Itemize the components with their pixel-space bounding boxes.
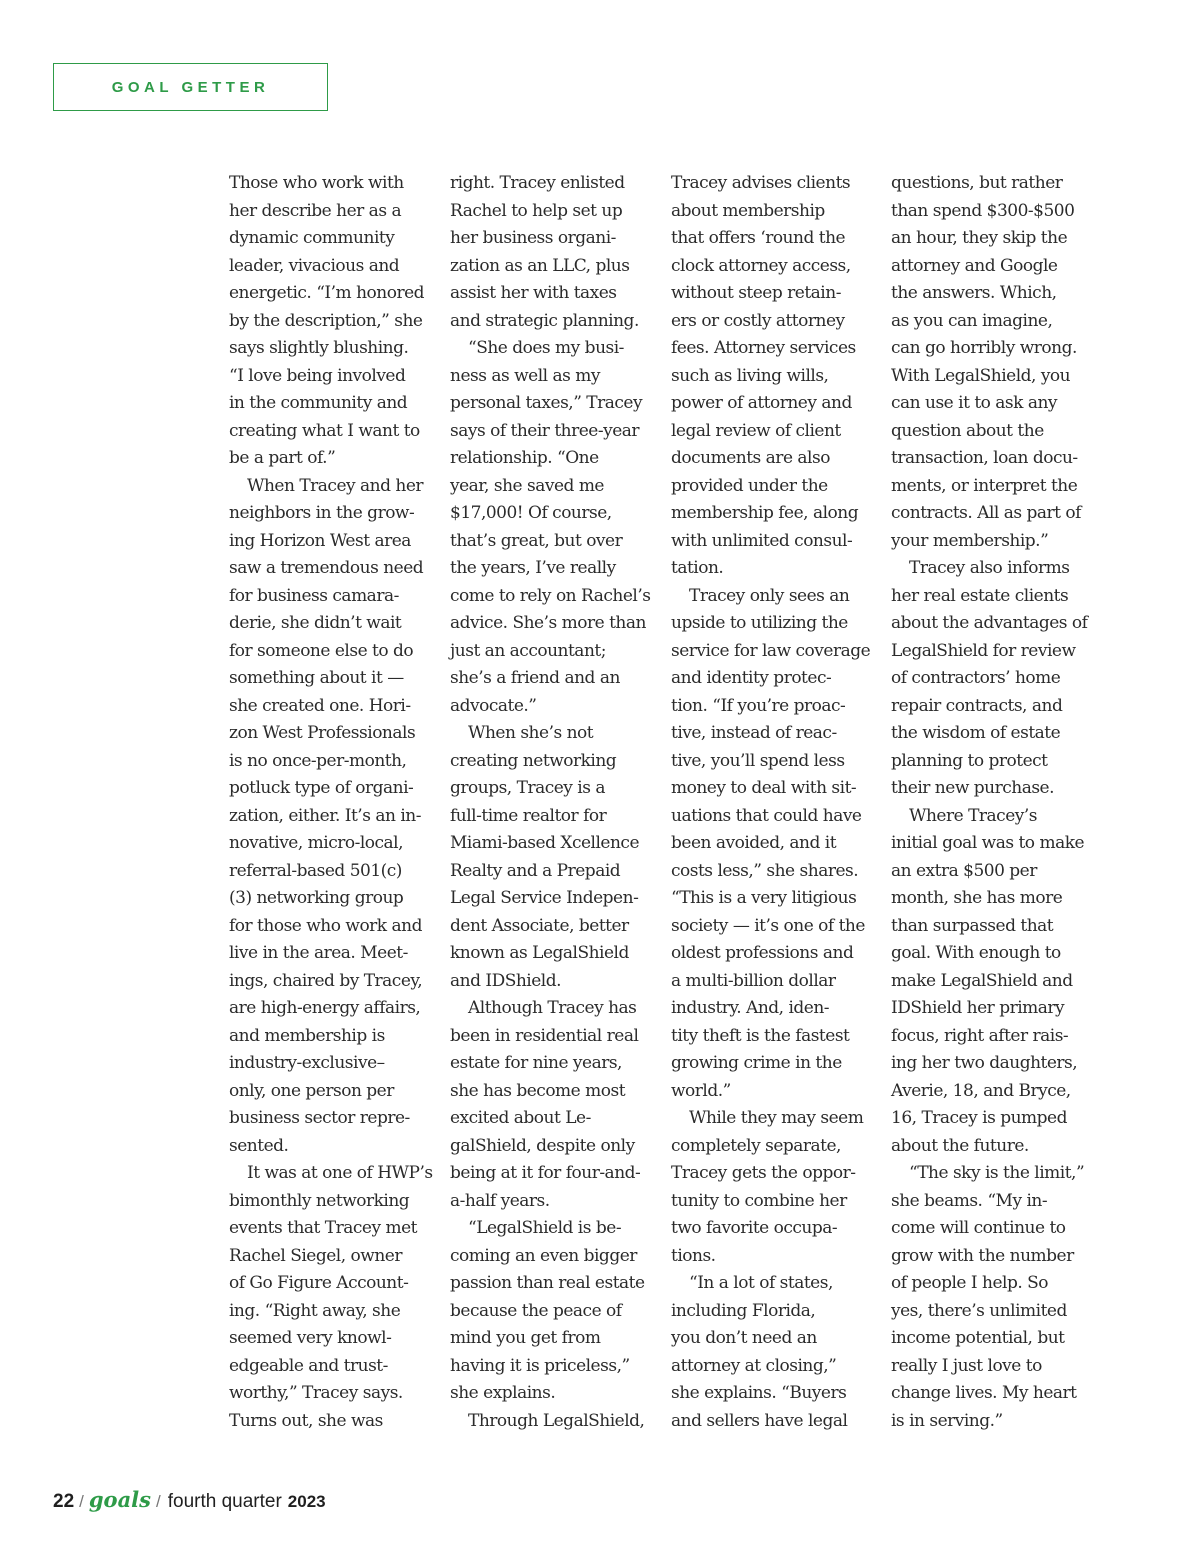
section-tag-label: GOAL GETTER <box>111 78 270 96</box>
text-line: creating what I want to <box>229 420 420 441</box>
text-line: When she’s not <box>468 723 594 743</box>
text-line: can use it to ask any <box>891 393 1058 413</box>
text-line: coming an even bigger <box>450 1245 637 1266</box>
text-line: costs less,” she shares. <box>671 860 859 881</box>
text-line: society — it’s one of the <box>671 915 865 936</box>
text-line: for those who work and <box>229 915 422 936</box>
text-line: a-half years. <box>450 1190 550 1211</box>
text-line: LegalShield for review <box>891 640 1076 661</box>
text-line: of Go Figure Account- <box>229 1273 409 1293</box>
section-tag <box>53 63 328 111</box>
text-line: Turns out, she was <box>229 1410 383 1431</box>
text-line: zon West Professionals <box>229 723 416 743</box>
text-line: clock attorney access, <box>671 255 851 276</box>
text-line: Rachel to help set up <box>450 200 623 221</box>
text-line: because the peace of <box>450 1300 622 1321</box>
text-line: “She does my busi- <box>468 338 624 358</box>
text-line: change lives. My heart <box>891 1383 1077 1403</box>
text-line: says of their three-year <box>450 420 640 441</box>
text-line: can go horribly wrong. <box>891 338 1077 358</box>
text-line: planning to protect <box>891 750 1048 771</box>
text-line: membership fee, along <box>671 503 859 523</box>
text-line: relationship. “One <box>450 448 599 468</box>
text-line: mind you get from <box>450 1328 601 1348</box>
text-line: ing Horizon West area <box>229 530 411 551</box>
text-line: says slightly blushing. <box>229 338 409 358</box>
text-line: ness as well as my <box>450 365 601 386</box>
text-line: transaction, loan docu- <box>891 448 1078 468</box>
text-line: of contractors’ home <box>891 668 1061 688</box>
text-line: she’s a friend and an <box>450 668 620 688</box>
text-line: the wisdom of estate <box>891 723 1061 743</box>
text-line: initial goal was to make <box>891 833 1085 853</box>
text-line: power of attorney and <box>671 393 852 413</box>
text-line: her real estate clients <box>891 585 1069 606</box>
text-line: potluck type of organi- <box>229 778 414 798</box>
text-line: Realty and a Prepaid <box>450 860 621 881</box>
text-line: tity theft is the fastest <box>671 1025 850 1046</box>
text-line: upside to utilizing the <box>671 613 848 633</box>
issue-year: 2023 <box>287 1492 326 1511</box>
text-line: “LegalShield is be- <box>468 1218 622 1238</box>
text-line: their new purchase. <box>891 778 1055 798</box>
text-line: Tracey also informs <box>909 558 1070 578</box>
text-line: focus, right after rais- <box>891 1025 1069 1046</box>
text-line: in the community and <box>229 393 408 413</box>
text-line: Averie, 18, and Bryce, <box>891 1080 1071 1101</box>
article-column-3 <box>671 170 881 1435</box>
text-line: $17,000! Of course, <box>450 503 612 523</box>
text-line: Rachel Siegel, owner <box>229 1245 402 1266</box>
text-line: for business camara- <box>229 585 399 606</box>
text-line: is no once-per-month, <box>229 750 407 771</box>
text-line: groups, Tracey is a <box>450 778 605 798</box>
text-line: the answers. Which, <box>891 283 1057 303</box>
text-line: money to deal with sit- <box>671 778 857 798</box>
text-line: world.” <box>671 1080 731 1101</box>
text-line: dynamic community <box>229 228 395 248</box>
text-line: is in serving.” <box>891 1410 1003 1431</box>
text-line: oldest professions and <box>671 943 854 963</box>
text-line: “I love being involved <box>229 365 406 386</box>
text-line: uations that could have <box>671 805 862 826</box>
text-line: Although Tracey has <box>468 998 637 1018</box>
text-line: With LegalShield, you <box>891 365 1071 386</box>
text-line: dent Associate, better <box>450 915 629 936</box>
text-line: are high-energy affairs, <box>229 998 421 1018</box>
text-line: Tracey only sees an <box>689 585 850 606</box>
text-line: service for law coverage <box>671 640 871 661</box>
text-line: that’s great, but over <box>450 530 623 551</box>
text-line: and membership is <box>229 1025 385 1046</box>
text-line: Miami-based Xcellence <box>450 833 640 853</box>
text-line: “In a lot of states, <box>689 1273 833 1293</box>
text-line: question about the <box>891 420 1044 441</box>
text-line: derie, she didn’t wait <box>229 613 402 633</box>
text-line: completely separate, <box>671 1135 841 1156</box>
text-line: worthy,” Tracey says. <box>229 1383 403 1403</box>
text-line: Through LegalShield, <box>468 1410 645 1431</box>
text-line: she explains. <box>450 1383 556 1403</box>
text-line: about the advantages of <box>891 613 1088 633</box>
text-line: her business organi- <box>450 228 616 248</box>
text-line: be a part of.” <box>229 448 336 468</box>
text-line: ings, chaired by Tracey, <box>229 970 423 991</box>
text-line: been in residential real <box>450 1025 639 1046</box>
text-line: energetic. “I’m honored <box>229 283 425 303</box>
text-line: fees. Attorney services <box>671 338 856 358</box>
text-line: legal review of client <box>671 420 841 441</box>
text-line: While they may seem <box>689 1108 864 1128</box>
text-line: just an accountant; <box>450 640 606 661</box>
text-line: When Tracey and her <box>247 475 424 496</box>
text-line: including Florida, <box>671 1300 816 1321</box>
text-line: passion than real estate <box>450 1273 645 1293</box>
text-line: bimonthly networking <box>229 1190 410 1211</box>
text-line: ments, or interpret the <box>891 475 1078 496</box>
text-line: “The sky is the limit,” <box>909 1163 1085 1183</box>
text-line: been avoided, and it <box>671 833 837 853</box>
page-footer <box>53 1487 326 1513</box>
text-line: ers or costly attorney <box>671 310 845 331</box>
text-line: estate for nine years, <box>450 1053 622 1073</box>
text-line: that offers ‘round the <box>671 228 846 248</box>
text-line: tunity to combine her <box>671 1190 847 1211</box>
text-line: saw a tremendous need <box>229 558 424 578</box>
text-line: referral-based 501(c) <box>229 860 402 881</box>
text-line: and identity protec- <box>671 668 832 688</box>
text-line: her describe her as a <box>229 200 402 221</box>
text-line: she has become most <box>450 1080 626 1101</box>
text-line: and sellers have legal <box>671 1410 848 1431</box>
text-line: documents are also <box>671 448 830 468</box>
text-line: zation, either. It’s an in- <box>229 805 421 826</box>
text-line: tions. <box>671 1245 716 1266</box>
text-line: tation. <box>671 558 724 578</box>
text-line: edgeable and trust- <box>229 1355 388 1376</box>
text-line: growing crime in the <box>671 1053 842 1073</box>
text-line: Legal Service Indepen- <box>450 888 639 908</box>
text-line: something about it — <box>229 668 404 688</box>
text-line: an hour, they skip the <box>891 228 1068 248</box>
text-line: of people I help. So <box>891 1273 1049 1293</box>
text-line: questions, but rather <box>891 173 1063 193</box>
text-line: yes, there’s unlimited <box>891 1300 1067 1321</box>
text-line: live in the area. Meet- <box>229 943 408 963</box>
text-line: grow with the number <box>891 1245 1074 1266</box>
text-line: ing her two daughters, <box>891 1053 1078 1073</box>
text-line: your membership.” <box>891 530 1049 551</box>
text-line: ing. “Right away, she <box>229 1300 401 1321</box>
text-line: Tracey advises clients <box>671 173 851 193</box>
text-line: provided under the <box>671 475 828 496</box>
text-line: only, one person per <box>229 1080 394 1101</box>
text-line: excited about Le- <box>450 1108 591 1128</box>
text-line: about the future. <box>891 1135 1029 1156</box>
text-line: with unlimited consul- <box>671 530 853 551</box>
text-line: she created one. Hori- <box>229 695 411 716</box>
text-line: year, she saved me <box>450 475 604 496</box>
text-line: an extra $500 per <box>891 860 1037 881</box>
text-line: goal. With enough to <box>891 943 1061 963</box>
text-line: she beams. “My in- <box>891 1190 1048 1211</box>
text-line: sented. <box>229 1135 289 1156</box>
text-line: income potential, but <box>891 1328 1065 1348</box>
text-line: novative, micro-local, <box>229 833 404 853</box>
text-line: really I just love to <box>891 1355 1042 1376</box>
text-line: repair contracts, and <box>891 695 1063 716</box>
text-line: IDShield her primary <box>891 998 1065 1018</box>
text-line: a multi-billion dollar <box>671 970 836 991</box>
text-line: full-time realtor for <box>450 805 607 826</box>
text-line: attorney at closing,” <box>671 1355 837 1376</box>
footer-separator: / <box>79 1492 84 1511</box>
text-line: and IDShield. <box>450 970 562 991</box>
text-line: events that Tracey met <box>229 1218 417 1238</box>
text-line: than spend $300-$500 <box>891 200 1075 221</box>
text-line: month, she has more <box>891 888 1063 908</box>
text-line: right. Tracey enlisted <box>450 173 625 193</box>
text-line: assist her with taxes <box>450 283 617 303</box>
text-line: than surpassed that <box>891 915 1054 936</box>
article-column-2 <box>450 170 660 1435</box>
text-line: tive, you’ll spend less <box>671 750 845 771</box>
footer-separator: / <box>155 1492 161 1511</box>
text-line: galShield, despite only <box>450 1135 635 1156</box>
text-line: contracts. All as part of <box>891 503 1081 523</box>
text-line: business sector repre- <box>229 1108 410 1128</box>
issue-label: fourth quarter <box>167 1491 282 1512</box>
text-line: being at it for four-and- <box>450 1163 641 1183</box>
text-line: tive, instead of reac- <box>671 723 837 743</box>
text-line: seemed very knowl- <box>229 1328 392 1348</box>
text-line: such as living wills, <box>671 365 829 386</box>
text-line: industry-exclusive– <box>229 1053 385 1073</box>
text-line: two favorite occupa- <box>671 1218 838 1238</box>
text-line: having it is priceless,” <box>450 1355 630 1376</box>
text-line: come to rely on Rachel’s <box>450 585 651 606</box>
text-line: industry. And, iden- <box>671 998 830 1018</box>
text-line: by the description,” she <box>229 310 423 331</box>
text-line: Tracey gets the oppor- <box>671 1163 856 1183</box>
article-column-4 <box>891 170 1101 1435</box>
text-line: leader, vivacious and <box>229 255 400 276</box>
text-line: attorney and Google <box>891 255 1058 276</box>
text-line: as you can imagine, <box>891 310 1053 331</box>
article-column-1 <box>229 170 439 1435</box>
text-line: 16, Tracey is pumped <box>891 1108 1067 1128</box>
text-line: make LegalShield and <box>891 970 1073 991</box>
text-line: Those who work with <box>229 173 404 193</box>
text-line: the years, I’ve really <box>450 558 616 578</box>
text-line: tion. “If you’re proac- <box>671 695 846 716</box>
text-line: and strategic planning. <box>450 310 639 331</box>
text-line: It was at one of HWP’s <box>247 1163 433 1183</box>
text-line: personal taxes,” Tracey <box>450 393 643 413</box>
text-line: about membership <box>671 200 825 221</box>
text-line: zation as an LLC, plus <box>450 255 630 276</box>
text-line: without steep retain- <box>671 283 841 303</box>
text-line: known as LegalShield <box>450 943 629 963</box>
text-line: Where Tracey’s <box>909 805 1037 826</box>
text-line: neighbors in the grow- <box>229 503 415 523</box>
text-line: advice. She’s more than <box>450 613 646 633</box>
text-line: you don’t need an <box>671 1328 817 1348</box>
text-line: come will continue to <box>891 1218 1066 1238</box>
magazine-name: goals <box>88 1487 151 1512</box>
text-line: (3) networking group <box>229 888 404 908</box>
text-line: advocate.” <box>450 695 537 716</box>
page-number: 22 <box>53 1491 75 1512</box>
text-line: “This is a very litigious <box>671 888 857 908</box>
text-line: for someone else to do <box>229 640 414 661</box>
text-line: creating networking <box>450 750 617 771</box>
text-line: she explains. “Buyers <box>671 1383 847 1403</box>
